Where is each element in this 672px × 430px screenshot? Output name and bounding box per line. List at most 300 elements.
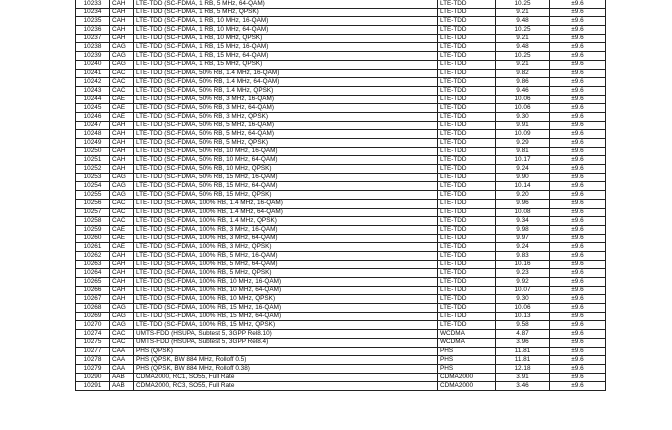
table-row [76,347,606,356]
group-cell: LTE-TDD [438,312,496,321]
uid-cell: 10269 [76,312,110,321]
description-cell: LTE-TDD (SC-FDMA, 50% RB, 3 MHz, 16-QAM) [134,95,438,104]
group-cell: LTE-TDD [438,217,496,226]
papr-cell: 9.96 [496,199,550,208]
tolerance-cell: ±9.6 [550,330,606,339]
group-cell: PHS [438,356,496,365]
rev-cell: CAA [110,356,134,365]
group-cell: LTE-TDD [438,52,496,61]
group-cell: PHS [438,347,496,356]
tolerance-cell: ±9.6 [550,364,606,373]
uid-cell: 10278 [76,356,110,365]
group-cell: LTE-TDD [438,17,496,26]
table-row [76,139,606,148]
papr-cell: 9.92 [496,278,550,287]
papr-cell: 9.24 [496,165,550,174]
tolerance-cell: ±9.6 [550,182,606,191]
papr-cell: 10.06 [496,104,550,113]
rev-cell: CAC [110,69,134,78]
rev-cell: CAG [110,60,134,69]
papr-cell: 10.08 [496,208,550,217]
description-cell: LTE-TDD (SC-FDMA, 50% RB, 1.4 MHz, QPSK) [134,86,438,95]
table-row [76,156,606,165]
uid-cell: 10242 [76,78,110,87]
rev-cell: CAH [110,286,134,295]
table-row [76,295,606,304]
description-cell: LTE-TDD (SC-FDMA, 1 RB, 10 MHz, 16-QAM) [134,17,438,26]
table-row [76,147,606,156]
uid-cell: 10234 [76,8,110,17]
description-cell: LTE-TDD (SC-FDMA, 50% RB, 5 MHz, QPSK) [134,139,438,148]
tolerance-cell: ±9.6 [550,278,606,287]
description-cell: LTE-TDD (SC-FDMA, 50% RB, 15 MHz, 64-QAM) [134,182,438,191]
description-cell: LTE-TDD (SC-FDMA, 100% RB, 3 MHz, QPSK) [134,243,438,252]
group-cell: LTE-TDD [438,95,496,104]
description-cell: LTE-TDD (SC-FDMA, 1 RB, 15 MHz, 64-QAM) [134,52,438,61]
rev-cell: CAG [110,182,134,191]
papr-cell: 4.87 [496,330,550,339]
papr-cell: 3.91 [496,373,550,382]
table-row [76,112,606,121]
uid-cell: 10265 [76,278,110,287]
description-cell: LTE-TDD (SC-FDMA, 100% RB, 3 MHz, 16-QAM) [134,225,438,234]
papr-cell: 9.21 [496,8,550,17]
uid-cell: 10244 [76,95,110,104]
papr-cell: 3.46 [496,382,550,391]
uid-cell: 10261 [76,243,110,252]
group-cell: LTE-TDD [438,78,496,87]
tolerance-cell: ±9.6 [550,251,606,260]
group-cell: LTE-TDD [438,0,496,8]
uid-cell: 10254 [76,182,110,191]
tolerance-cell: ±9.6 [550,304,606,313]
papr-cell: 10.09 [496,130,550,139]
rev-cell: CAA [110,347,134,356]
tolerance-cell: ±9.6 [550,269,606,278]
uid-cell: 10266 [76,286,110,295]
table-row [76,199,606,208]
uid-cell: 10240 [76,60,110,69]
group-cell: LTE-TDD [438,295,496,304]
papr-cell: 9.30 [496,295,550,304]
description-cell: LTE-TDD (SC-FDMA, 50% RB, 15 MHz, 16-QAM) [134,173,438,182]
table-row [76,278,606,287]
group-cell: LTE-TDD [438,8,496,17]
group-cell: WCDMA [438,338,496,347]
description-cell: LTE-TDD (SC-FDMA, 50% RB, 3 MHz, 64-QAM) [134,104,438,113]
uid-cell: 10264 [76,269,110,278]
rev-cell: CAH [110,251,134,260]
rev-cell: CAC [110,217,134,226]
table-row [76,286,606,295]
description-cell: LTE-TDD (SC-FDMA, 50% RB, 1.4 MHz, 64-QAM) [134,78,438,87]
group-cell: LTE-TDD [438,69,496,78]
rev-cell: CAC [110,199,134,208]
group-cell: LTE-TDD [438,156,496,165]
uid-cell: 10291 [76,382,110,391]
table-row [76,269,606,278]
rev-cell: CAC [110,208,134,217]
papr-cell: 9.23 [496,269,550,278]
tolerance-cell: ±9.6 [550,156,606,165]
rev-cell: CAE [110,225,134,234]
papr-cell: 9.83 [496,251,550,260]
tolerance-cell: ±9.6 [550,8,606,17]
group-cell: LTE-TDD [438,34,496,43]
papr-cell: 9.97 [496,234,550,243]
description-cell: LTE-TDD (SC-FDMA, 100% RB, 5 MHz, QPSK) [134,269,438,278]
rev-cell: CAC [110,330,134,339]
description-cell: LTE-TDD (SC-FDMA, 50% RB, 10 MHz, QPSK) [134,165,438,174]
uid-cell: 10277 [76,347,110,356]
uid-cell: 10250 [76,147,110,156]
table-row [76,104,606,113]
papr-cell: 9.90 [496,173,550,182]
rev-cell: CAG [110,52,134,61]
papr-cell: 9.20 [496,191,550,200]
papr-cell: 9.24 [496,243,550,252]
papr-cell: 9.34 [496,217,550,226]
group-cell: LTE-TDD [438,269,496,278]
uid-cell: 10237 [76,34,110,43]
table-row [76,338,606,347]
description-cell: LTE-TDD (SC-FDMA, 100% RB, 10 MHz, 16-QAM) [134,278,438,287]
group-cell: LTE-TDD [438,86,496,95]
description-cell: LTE-TDD (SC-FDMA, 100% RB, 15 MHz, QPSK) [134,321,438,330]
uid-cell: 10274 [76,330,110,339]
rev-cell: CAH [110,165,134,174]
description-cell: LTE-TDD (SC-FDMA, 50% RB, 1.4 MHz, 16-QAM) [134,69,438,78]
table-row [76,364,606,373]
uid-cell: 10275 [76,338,110,347]
description-cell: LTE-TDD (SC-FDMA, 100% RB, 5 MHz, 64-QAM) [134,260,438,269]
papr-cell: 10.13 [496,312,550,321]
uid-cell: 10235 [76,17,110,26]
group-cell: LTE-TDD [438,165,496,174]
uid-cell: 10258 [76,217,110,226]
papr-cell: 9.46 [496,86,550,95]
table-row [76,321,606,330]
description-cell: PHS (QPSK) [134,347,438,356]
papr-cell: 3.96 [496,338,550,347]
group-cell: LTE-TDD [438,260,496,269]
description-cell: LTE-TDD (SC-FDMA, 100% RB, 15 MHz, 64-QAM) [134,312,438,321]
table-row [76,165,606,174]
uid-cell: 10247 [76,121,110,130]
rev-cell: CAC [110,86,134,95]
uid-cell: 10238 [76,43,110,52]
table-row [76,234,606,243]
group-cell: LTE-TDD [438,278,496,287]
table-row [76,69,606,78]
table-row [76,217,606,226]
rev-cell: CAG [110,191,134,200]
table-row [76,225,606,234]
tolerance-cell: ±9.6 [550,260,606,269]
tolerance-cell: ±9.6 [550,112,606,121]
papr-cell: 9.91 [496,121,550,130]
tolerance-cell: ±9.6 [550,295,606,304]
uid-cell: 10267 [76,295,110,304]
description-cell: LTE-TDD (SC-FDMA, 50% RB, 5 MHz, 16-QAM) [134,121,438,130]
papr-cell: 10.16 [496,260,550,269]
rev-cell: CAC [110,338,134,347]
rev-cell: CAG [110,173,134,182]
rev-cell: CAH [110,295,134,304]
tolerance-cell: ±9.6 [550,34,606,43]
table-row [76,182,606,191]
description-cell: LTE-TDD (SC-FDMA, 100% RB, 10 MHz, 64-QAM) [134,286,438,295]
table-row [76,173,606,182]
rev-cell: CAH [110,121,134,130]
table-row [76,312,606,321]
group-cell: LTE-TDD [438,121,496,130]
tolerance-cell: ±9.6 [550,17,606,26]
uid-cell: 10248 [76,130,110,139]
group-cell: CDMA2000 [438,382,496,391]
description-cell: CDMA2000, RC3, SO55, Full Rate [134,382,438,391]
uid-cell: 10243 [76,86,110,95]
tolerance-cell: ±9.6 [550,121,606,130]
tolerance-cell: ±9.6 [550,382,606,391]
rev-cell: CAH [110,0,134,8]
uid-cell: 10290 [76,373,110,382]
measurement-table [75,0,606,391]
uid-cell: 10239 [76,52,110,61]
description-cell: CDMA2000, RC1, SO55, Full Rate [134,373,438,382]
rev-cell: CAA [110,364,134,373]
rev-cell: CAE [110,243,134,252]
rev-cell: CAH [110,130,134,139]
table-row [76,60,606,69]
group-cell: LTE-TDD [438,112,496,121]
table-row [76,34,606,43]
uid-cell: 10279 [76,364,110,373]
papr-cell: 9.48 [496,43,550,52]
description-cell: LTE-TDD (SC-FDMA, 50% RB, 5 MHz, 64-QAM) [134,130,438,139]
uid-cell: 10256 [76,199,110,208]
rev-cell: CAE [110,104,134,113]
tolerance-cell: ±9.6 [550,234,606,243]
table-row [76,0,606,8]
description-cell: LTE-TDD (SC-FDMA, 100% RB, 10 MHz, QPSK) [134,295,438,304]
description-cell: LTE-TDD (SC-FDMA, 100% RB, 1.4 MHz, 64-QAM) [134,208,438,217]
rev-cell: CAH [110,34,134,43]
papr-cell: 10.25 [496,0,550,8]
table-row [76,86,606,95]
uid-cell: 10260 [76,234,110,243]
description-cell: LTE-TDD (SC-FDMA, 1 RB, 15 MHz, 16-QAM) [134,43,438,52]
tolerance-cell: ±9.6 [550,52,606,61]
papr-cell: 12.18 [496,364,550,373]
description-cell: LTE-TDD (SC-FDMA, 50% RB, 10 MHz, 16-QAM) [134,147,438,156]
table-row [76,330,606,339]
tolerance-cell: ±9.6 [550,139,606,148]
rev-cell: CAG [110,321,134,330]
description-cell: LTE-TDD (SC-FDMA, 1 RB, 5 MHz, 64-QAM) [134,0,438,8]
rev-cell: AAB [110,382,134,391]
uid-cell: 10259 [76,225,110,234]
group-cell: LTE-TDD [438,130,496,139]
tolerance-cell: ±9.6 [550,69,606,78]
description-cell: LTE-TDD (SC-FDMA, 1 RB, 5 MHz, QPSK) [134,8,438,17]
description-cell: LTE-TDD (SC-FDMA, 100% RB, 15 MHz, 16-QAM) [134,304,438,313]
table-row [76,382,606,391]
papr-cell: 10.06 [496,304,550,313]
uid-cell: 10246 [76,112,110,121]
group-cell: LTE-TDD [438,208,496,217]
uid-cell: 10249 [76,139,110,148]
tolerance-cell: ±9.6 [550,286,606,295]
group-cell: WCDMA [438,330,496,339]
table-row [76,52,606,61]
table-row [76,8,606,17]
description-cell: PHS (QPSK, BW 884 MHz, Rolloff 0.5) [134,356,438,365]
group-cell: LTE-TDD [438,321,496,330]
tolerance-cell: ±9.6 [550,0,606,8]
tolerance-cell: ±9.6 [550,95,606,104]
papr-cell: 10.14 [496,182,550,191]
rev-cell: CAG [110,304,134,313]
tolerance-cell: ±9.6 [550,347,606,356]
uid-cell: 10270 [76,321,110,330]
tolerance-cell: ±9.6 [550,104,606,113]
table-row [76,243,606,252]
table-row [76,121,606,130]
tolerance-cell: ±9.6 [550,78,606,87]
tolerance-cell: ±9.6 [550,130,606,139]
tolerance-cell: ±9.6 [550,243,606,252]
description-cell: UMTS-FDD (HSUPA, Subtest 5, 3GPP Rel8.10) [134,330,438,339]
uid-cell: 10268 [76,304,110,313]
papr-cell: 9.21 [496,34,550,43]
papr-cell: 10.25 [496,52,550,61]
table-row [76,260,606,269]
papr-cell: 9.48 [496,17,550,26]
uid-cell: 10241 [76,69,110,78]
description-cell: LTE-TDD (SC-FDMA, 50% RB, 15 MHz, QPSK) [134,191,438,200]
rev-cell: CAE [110,234,134,243]
description-cell: LTE-TDD (SC-FDMA, 100% RB, 3 MHz, 64-QAM) [134,234,438,243]
tolerance-cell: ±9.6 [550,356,606,365]
uid-cell: 10253 [76,173,110,182]
group-cell: LTE-TDD [438,173,496,182]
uid-cell: 10263 [76,260,110,269]
group-cell: LTE-TDD [438,225,496,234]
rev-cell: CAG [110,312,134,321]
table-row [76,356,606,365]
rev-cell: CAH [110,17,134,26]
group-cell: LTE-TDD [438,139,496,148]
papr-cell: 11.81 [496,347,550,356]
rev-cell: CAH [110,147,134,156]
rev-cell: CAH [110,269,134,278]
table-row [76,43,606,52]
tolerance-cell: ±9.6 [550,191,606,200]
group-cell: LTE-TDD [438,191,496,200]
table-body [76,0,606,390]
uid-cell: 10236 [76,26,110,35]
papr-cell: 11.81 [496,356,550,365]
rev-cell: CAH [110,26,134,35]
group-cell: LTE-TDD [438,182,496,191]
table-row [76,95,606,104]
table-row [76,26,606,35]
tolerance-cell: ±9.6 [550,373,606,382]
group-cell: LTE-TDD [438,304,496,313]
papr-cell: 9.21 [496,60,550,69]
table-row [76,191,606,200]
description-cell: PHS (QPSK, BW 884 MHz, Rolloff 0.38) [134,364,438,373]
papr-cell: 10.17 [496,156,550,165]
rev-cell: CAE [110,95,134,104]
tolerance-cell: ±9.6 [550,86,606,95]
rev-cell: CAH [110,278,134,287]
tolerance-cell: ±9.6 [550,60,606,69]
uid-cell: 10233 [76,0,110,8]
table-row [76,373,606,382]
papr-cell: 9.30 [496,112,550,121]
uid-cell: 10252 [76,165,110,174]
table-row [76,251,606,260]
tolerance-cell: ±9.6 [550,199,606,208]
rev-cell: AAB [110,373,134,382]
tolerance-cell: ±9.6 [550,217,606,226]
uid-cell: 10257 [76,208,110,217]
tolerance-cell: ±9.6 [550,165,606,174]
rev-cell: CAC [110,78,134,87]
papr-cell: 10.06 [496,95,550,104]
papr-cell: 9.82 [496,69,550,78]
tolerance-cell: ±9.6 [550,338,606,347]
group-cell: LTE-TDD [438,104,496,113]
papr-cell: 9.86 [496,78,550,87]
table-row [76,304,606,313]
papr-cell: 9.29 [496,139,550,148]
group-cell: LTE-TDD [438,251,496,260]
description-cell: UMTS-FDD (HSUPA, Subtest 5, 3GPP Rel8.4) [134,338,438,347]
papr-cell: 9.98 [496,225,550,234]
papr-cell: 10.25 [496,26,550,35]
tolerance-cell: ±9.6 [550,312,606,321]
uid-cell: 10262 [76,251,110,260]
description-cell: LTE-TDD (SC-FDMA, 1 RB, 15 MHz, QPSK) [134,60,438,69]
group-cell: PHS [438,364,496,373]
description-cell: LTE-TDD (SC-FDMA, 1 RB, 10 MHz, 64-QAM) [134,26,438,35]
rev-cell: CAH [110,139,134,148]
group-cell: LTE-TDD [438,147,496,156]
tolerance-cell: ±9.6 [550,208,606,217]
description-cell: LTE-TDD (SC-FDMA, 50% RB, 3 MHz, QPSK) [134,112,438,121]
description-cell: LTE-TDD (SC-FDMA, 1 RB, 10 MHz, QPSK) [134,34,438,43]
uid-cell: 10255 [76,191,110,200]
rev-cell: CAG [110,43,134,52]
group-cell: LTE-TDD [438,199,496,208]
rev-cell: CAH [110,8,134,17]
uid-cell: 10251 [76,156,110,165]
tolerance-cell: ±9.6 [550,26,606,35]
group-cell: LTE-TDD [438,243,496,252]
uid-cell: 10245 [76,104,110,113]
tolerance-cell: ±9.6 [550,173,606,182]
rev-cell: CAH [110,260,134,269]
papr-cell: 9.58 [496,321,550,330]
rev-cell: CAH [110,156,134,165]
table-row [76,78,606,87]
papr-cell: 9.81 [496,147,550,156]
group-cell: LTE-TDD [438,286,496,295]
tolerance-cell: ±9.6 [550,43,606,52]
